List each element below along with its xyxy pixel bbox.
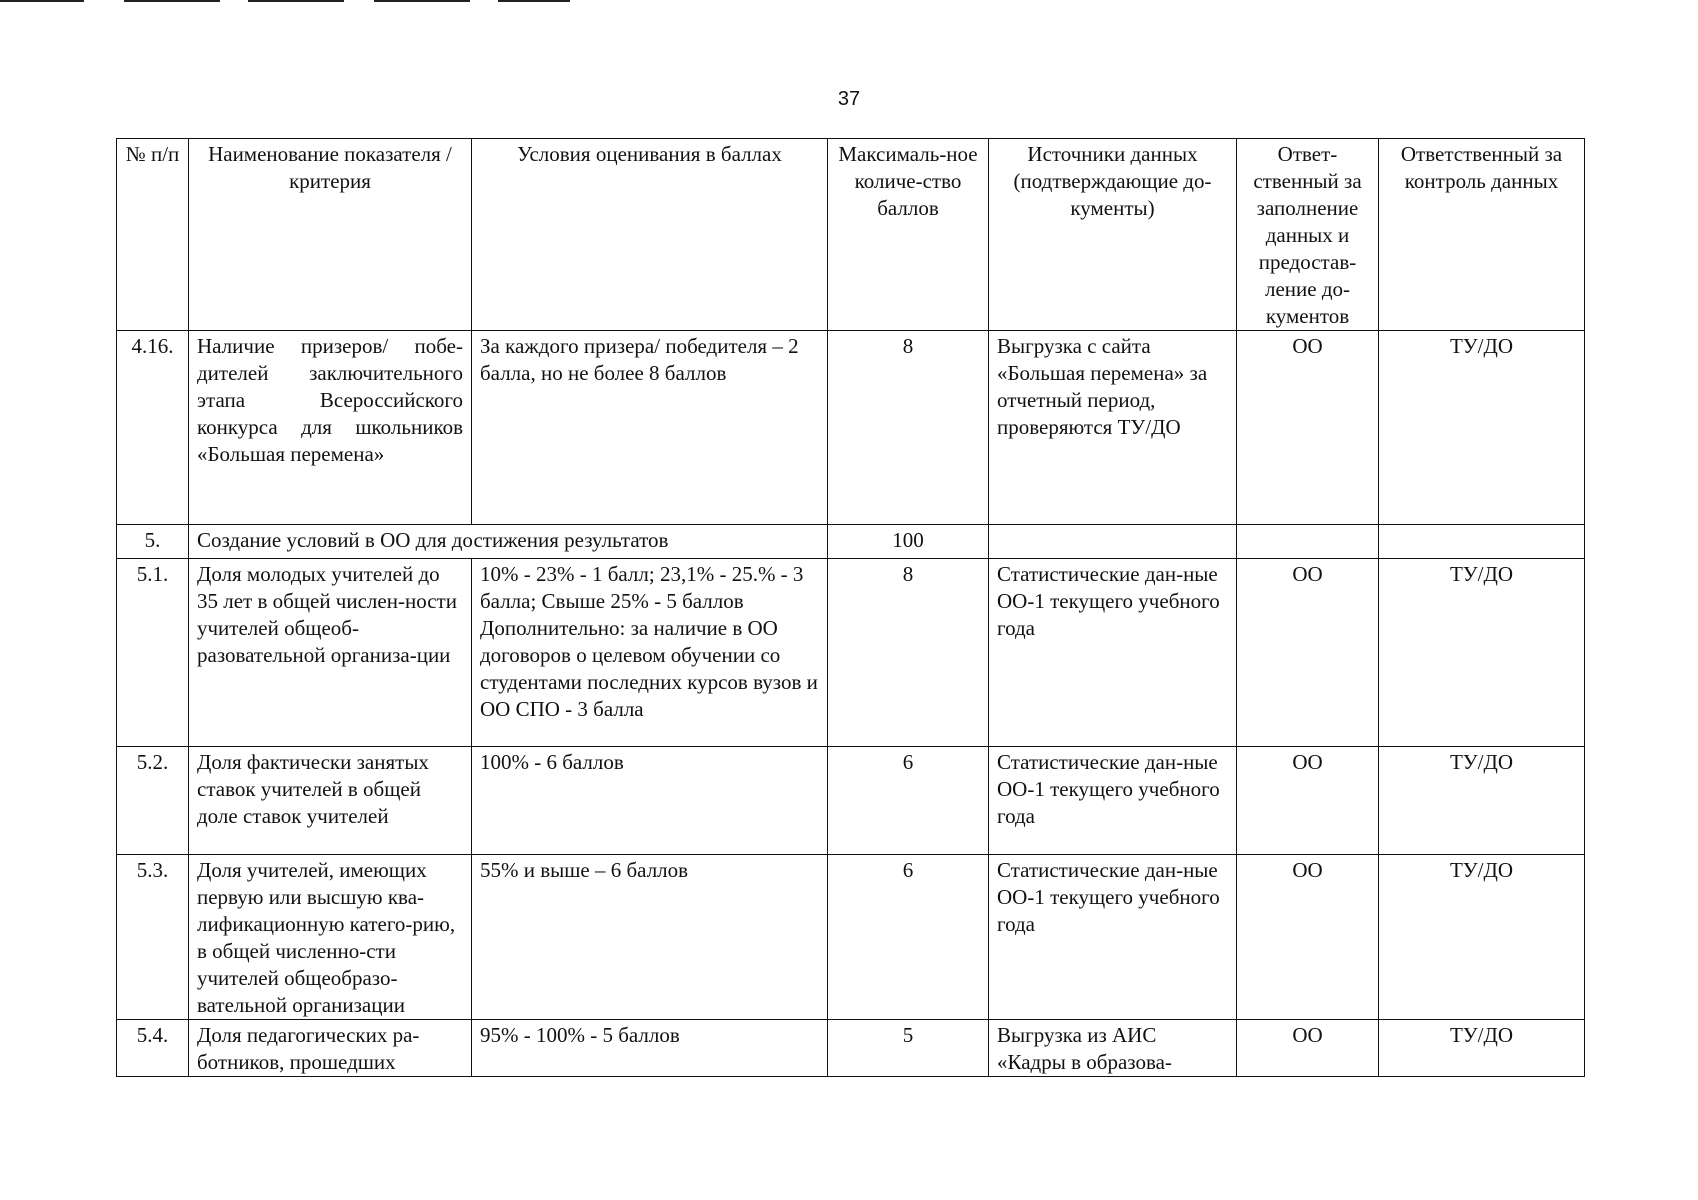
page-number: 37 (837, 88, 861, 110)
table-row (117, 331, 1585, 525)
row-sources: Выгрузка с сайта «Большая перемена» за отчетный период, проверяются ТУ/ДО (989, 331, 1237, 525)
empty-cell (1237, 525, 1379, 559)
top-rule (0, 0, 84, 2)
row-control: ТУ/ДО (1379, 331, 1585, 525)
row-conditions: 10% - 23% - 1 балл; 23,1% - 25.% - 3 балла; Свыше 25% - 5 баллов Дополнительно: за наличие в ОО договоров о целевом обучении со студентами последних курсов вузов и ОО СПО - 3 балла (472, 559, 828, 747)
header-responsible: Ответ-ственный за заполнение данных и предостав-ление до-кументов (1237, 139, 1379, 331)
row-max: 8 (828, 559, 989, 747)
empty-cell (1379, 525, 1585, 559)
header-name: Наименование показателя / критерия (189, 139, 472, 331)
table-row (117, 559, 1585, 747)
row-sources: Статистические дан-ные ОО-1 текущего учебного года (989, 747, 1237, 855)
row-sources: Статистические дан-ные ОО-1 текущего учебного года (989, 559, 1237, 747)
top-rule (498, 0, 570, 2)
header-max: Максималь-ное количе-ство баллов (828, 139, 989, 331)
row-num: 4.16. (117, 331, 189, 525)
row-control: ТУ/ДО (1379, 855, 1585, 1020)
row-max: 8 (828, 331, 989, 525)
row-name: Доля педагогических ра-ботников, прошедших (189, 1020, 472, 1077)
section-num: 5. (117, 525, 189, 559)
top-rule (374, 0, 470, 2)
row-control: ТУ/ДО (1379, 747, 1585, 855)
row-max: 6 (828, 747, 989, 855)
section-title: Создание условий в ОО для достижения результатов (189, 525, 828, 559)
table-row (117, 855, 1585, 1020)
section-row (117, 525, 1585, 559)
section-max: 100 (828, 525, 989, 559)
table-row (117, 1020, 1585, 1077)
row-name: Доля молодых учителей до 35 лет в общей числен-ности учителей общеоб-разовательной организа-ции (189, 559, 472, 747)
header-control: Ответственный за контроль данных (1379, 139, 1585, 331)
row-responsible: ОО (1237, 331, 1379, 525)
row-responsible: ОО (1237, 559, 1379, 747)
table-row (117, 747, 1585, 855)
header-conditions: Условия оценивания в баллах (472, 139, 828, 331)
header-sources: Источники данных (подтверждающие до-кументы) (989, 139, 1237, 331)
header-num: № п/п (117, 139, 189, 331)
row-name: Доля фактически занятых ставок учителей в общей доле ставок учителей (189, 747, 472, 855)
criteria-table (116, 138, 1585, 1077)
row-conditions: 100% - 6 баллов (472, 747, 828, 855)
row-num: 5.1. (117, 559, 189, 747)
row-control: ТУ/ДО (1379, 559, 1585, 747)
row-responsible: ОО (1237, 855, 1379, 1020)
row-sources: Статистические дан-ные ОО-1 текущего учебного года (989, 855, 1237, 1020)
row-conditions: За каждого призера/ победителя – 2 балла, но не более 8 баллов (472, 331, 828, 525)
row-num: 5.2. (117, 747, 189, 855)
row-num: 5.4. (117, 1020, 189, 1077)
row-conditions: 55% и выше – 6 баллов (472, 855, 828, 1020)
row-sources: Выгрузка из АИС «Кадры в образова- (989, 1020, 1237, 1077)
row-name: Наличие призеров/ побе-дителей заключительного этапа Всероссийского конкурса для школьников «Большая перемена» (189, 331, 472, 525)
table-header-row (117, 139, 1585, 331)
row-max: 5 (828, 1020, 989, 1077)
row-control: ТУ/ДО (1379, 1020, 1585, 1077)
top-rule (124, 0, 220, 2)
row-name: Доля учителей, имеющих первую или высшую ква-лификационную катего-рию, в общей численно-сти учителей общеобразо-вательной организации (189, 855, 472, 1020)
row-responsible: ОО (1237, 1020, 1379, 1077)
row-max: 6 (828, 855, 989, 1020)
row-num: 5.3. (117, 855, 189, 1020)
top-rule (248, 0, 344, 2)
empty-cell (989, 525, 1237, 559)
row-responsible: ОО (1237, 747, 1379, 855)
row-conditions: 95% - 100% - 5 баллов (472, 1020, 828, 1077)
